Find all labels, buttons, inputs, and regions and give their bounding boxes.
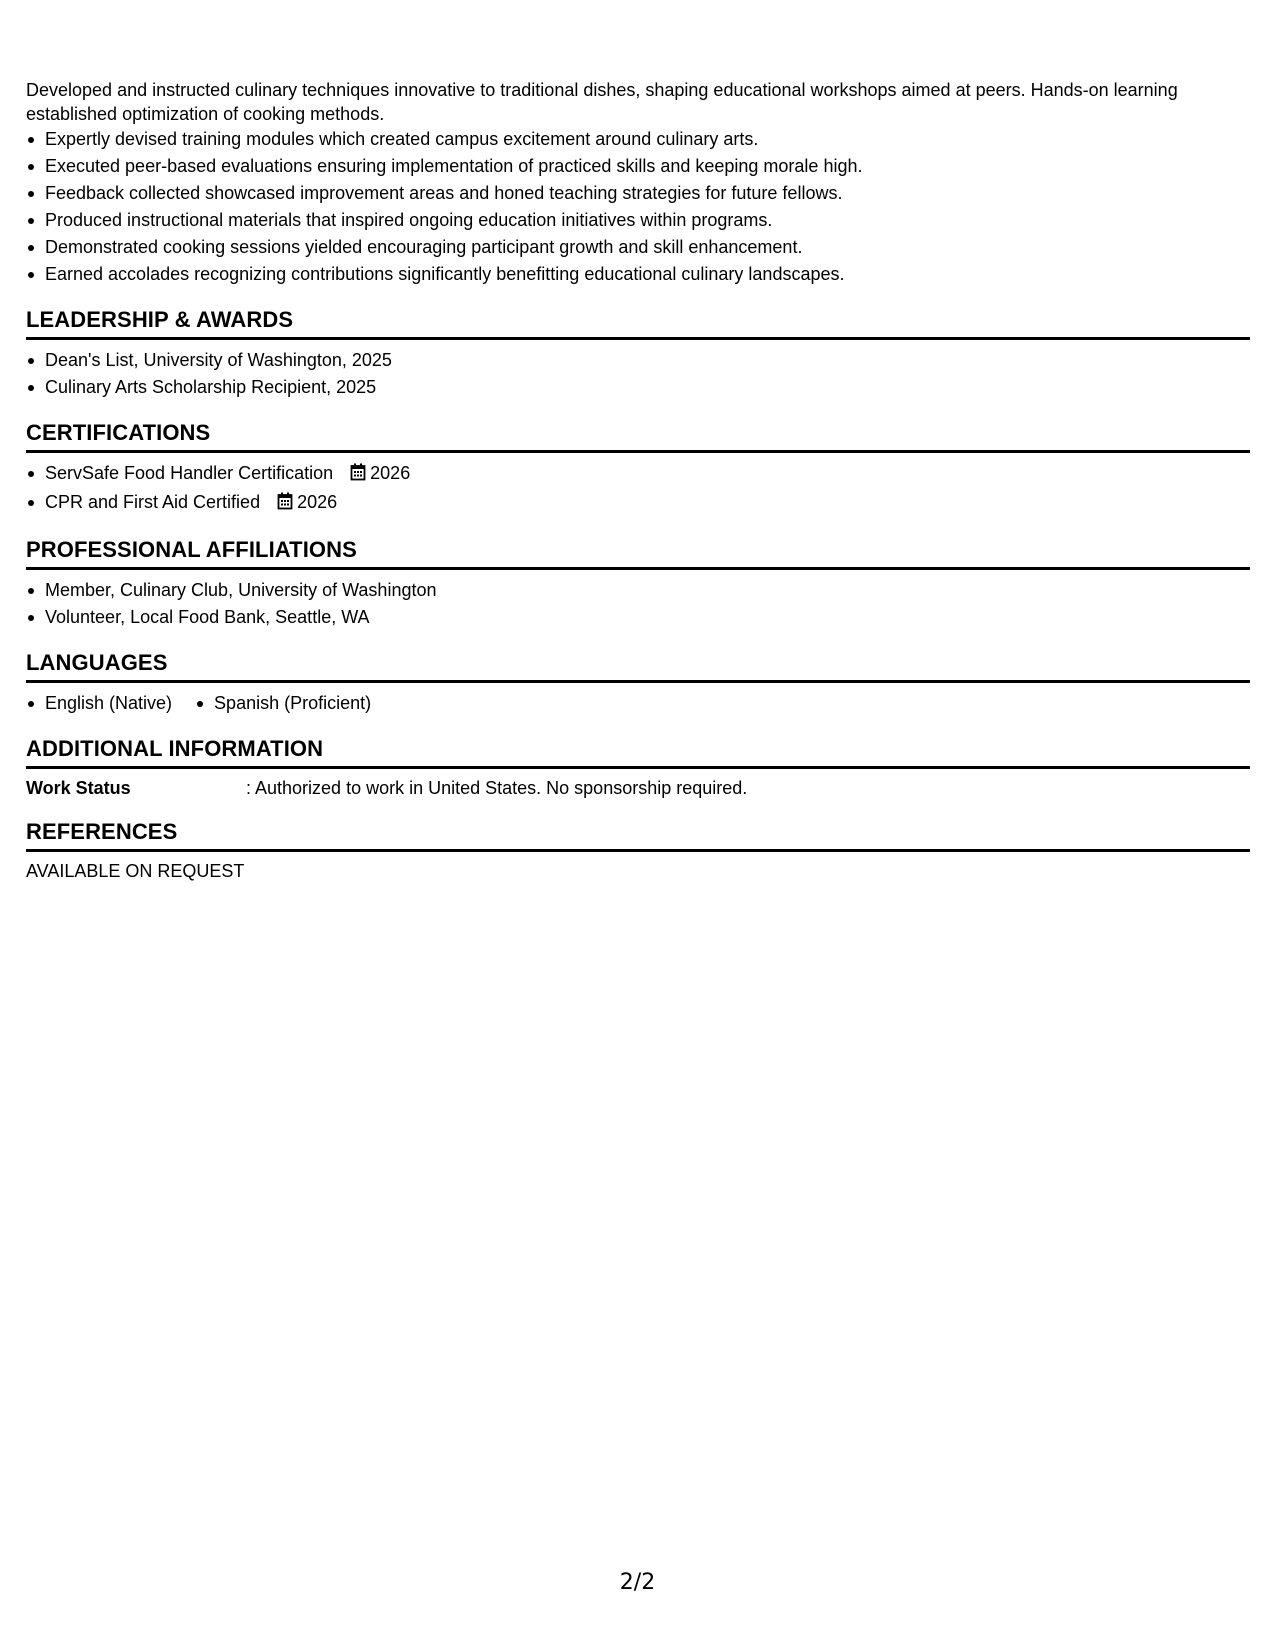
list-item: [45, 460, 1250, 489]
languages-list: [26, 690, 1250, 717]
list-item: [45, 489, 1250, 518]
certifications-list: [26, 460, 1250, 518]
list-item: Produced instructional materials that inspired ongoing education initiatives within programs.: [45, 207, 1250, 234]
list-item: Earned accolades recognizing contributions significantly benefitting educational culinary landscapes.: [45, 261, 1250, 288]
list-item: Volunteer, Local Food Bank, Seattle, WA: [45, 604, 1250, 631]
references-section: [26, 818, 1250, 883]
certification-year: 2026: [370, 463, 411, 483]
section-heading: ADDITIONAL INFORMATION: [26, 735, 1250, 769]
section-heading: REFERENCES: [26, 818, 1250, 852]
references-text: AVAILABLE ON REQUEST: [26, 861, 245, 881]
affiliations-list: [26, 577, 1250, 631]
page-number: 2/2: [619, 1570, 656, 1595]
leadership-section: [26, 306, 1250, 401]
section-heading: CERTIFICATIONS: [26, 419, 1250, 453]
list-item: Feedback collected showcased improvement areas and honed teaching strategies for future fellows.: [45, 180, 1250, 207]
resume-page: [26, 78, 1250, 883]
section-heading: PROFESSIONAL AFFILIATIONS: [26, 536, 1250, 570]
list-item: Spanish (Proficient): [214, 690, 371, 717]
certification-name: CPR and First Aid Certified: [45, 492, 261, 512]
certification-name: ServSafe Food Handler Certification: [45, 463, 334, 483]
languages-section: [26, 649, 1250, 717]
certification-year: 2026: [297, 492, 338, 512]
list-item: English (Native): [45, 690, 172, 717]
work-status-row: [26, 776, 1250, 800]
list-item: Culinary Arts Scholarship Recipient, 2025: [45, 374, 1250, 401]
affiliations-section: [26, 536, 1250, 631]
list-item: Expertly devised training modules which created campus excitement around culinary arts.: [45, 126, 1250, 153]
list-item: Demonstrated cooking sessions yielded encouraging participant growth and skill enhancement.: [45, 234, 1250, 261]
calendar-icon: [277, 491, 293, 518]
experience-continuation: [26, 78, 1250, 288]
calendar-icon: [350, 462, 366, 489]
list-item: Dean's List, University of Washington, 2025: [45, 347, 1250, 374]
list-item: Member, Culinary Club, University of Washington: [45, 577, 1250, 604]
experience-description: Developed and instructed culinary techniques innovative to traditional dishes, shaping educational workshops aimed at peers. Hands-on learning established optimization of cooking methods.: [26, 80, 1178, 124]
section-heading: LANGUAGES: [26, 649, 1250, 683]
experience-bullets: [26, 126, 1250, 288]
list-item: Executed peer-based evaluations ensuring implementation of practiced skills and keeping morale high.: [45, 153, 1250, 180]
certifications-section: [26, 419, 1250, 518]
work-status-label: Work Status: [26, 778, 131, 798]
leadership-list: [26, 347, 1250, 401]
additional-info-section: [26, 735, 1250, 800]
section-heading: LEADERSHIP & AWARDS: [26, 306, 1250, 340]
work-status-value: : Authorized to work in United States. No sponsorship required.: [246, 778, 748, 798]
